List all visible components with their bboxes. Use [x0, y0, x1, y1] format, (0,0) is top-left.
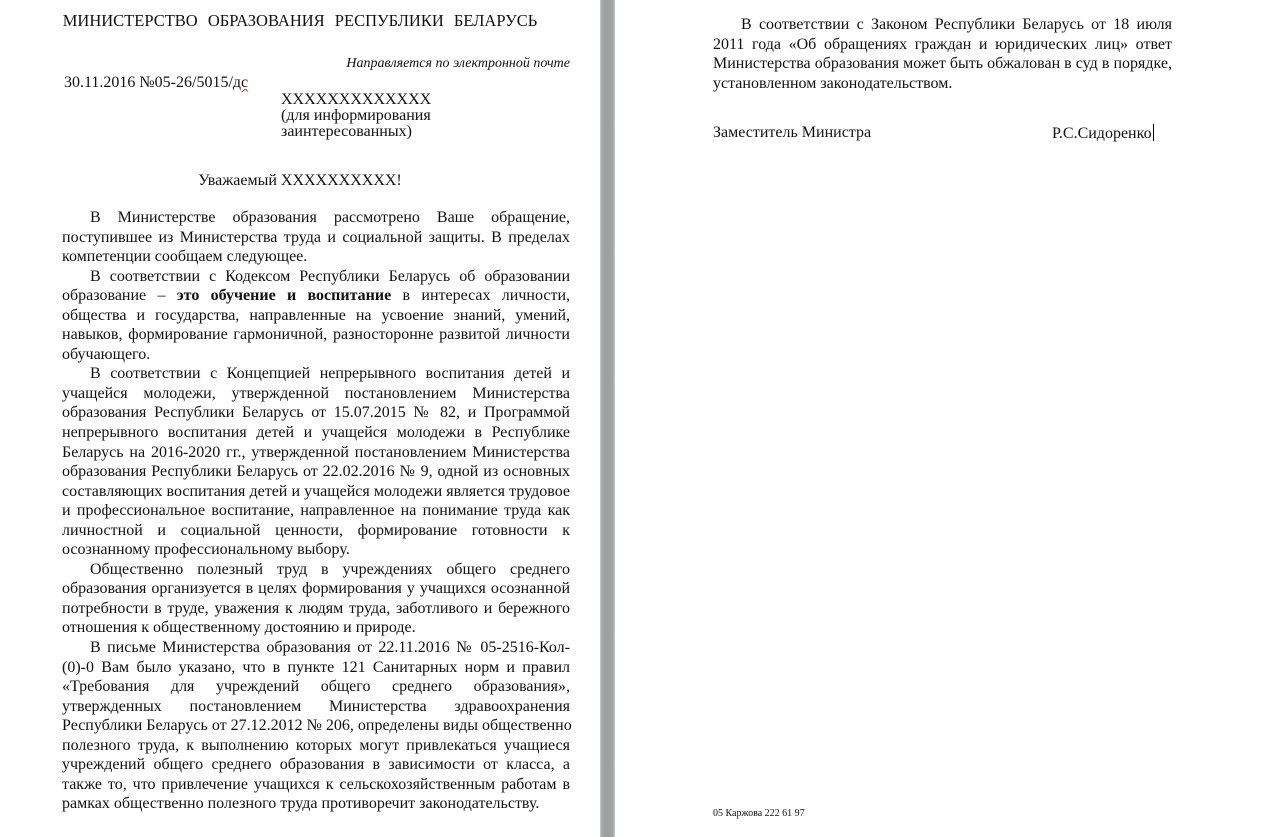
document-page-1[interactable] [0, 0, 600, 837]
paragraph-line: обучающего. [62, 345, 151, 363]
paragraph-line: В соответствии с Законом Республики Беларусь от 18 июля [741, 16, 1172, 33]
addressee-block [281, 92, 431, 140]
paragraph-line: (0)-0 Вам было указано, что в пункте 121 Санитарных норм и правил [62, 658, 570, 676]
paragraph-line: В соответствии с Кодексом Республики Беларусь об образовании [90, 267, 570, 285]
paragraph-line: образования Республики Беларусь от 22.02.2016 № 9, одной из основных [62, 463, 570, 481]
paragraph-line: составляющих воспитания детей и учащейся молодежи является трудовое [62, 482, 570, 500]
signature-name [1052, 124, 1154, 143]
addressee-note: заинтересованных) [281, 123, 412, 140]
paragraph-line: Беларусь на 2016-2020 гг., утвержденной постановлением Министерства [62, 443, 570, 461]
paragraph-line: поступившее из Министерства труда и социальной защиты. В пределах [62, 228, 570, 246]
date-ref-text: 30.11.2016 №05-26/5015/ [64, 74, 233, 91]
greeting: Уважаемый XXXXXXXXXX! [198, 172, 402, 189]
paragraph-line: утвержденных постановлением Министерства здравоохранения [62, 697, 570, 715]
paragraph-line: и профессиональное воспитание, направленное на понимание труда как [62, 502, 570, 520]
paragraph-line: компетенции сообщаем следующее. [62, 248, 308, 266]
letter-body [62, 208, 570, 814]
paragraph-line: рамках общественно полезного труда противоречит законодательству. [62, 795, 540, 813]
paragraph-line: Министерства образования может быть обжалован в суд в порядке, [713, 55, 1172, 73]
paragraph-line: Общественно полезный труд в учреждениях общего среднего [90, 560, 570, 578]
signature-title: Заместитель Министра [713, 124, 872, 141]
addressee-note: (для информирования [281, 107, 431, 124]
paragraph-line: В письме Министерства образования от 22.11.2016 № 05-2516-Кол- [90, 639, 570, 657]
paragraph-line: общества и государства, направленные на усвоение знаний, умений, [62, 306, 570, 324]
paragraph-line: «Требования для учреждений общего среднего образования», [62, 678, 570, 696]
paragraph-line: Республики Беларусь от 27.12.2012 № 206, определены виды общественно [62, 717, 572, 735]
paragraph-line: полезного труда, к выполнению которых могут привлекаться учащиеся [62, 736, 570, 754]
paragraph-line: В соответствии с Концепцией непрерывного воспитания детей и [90, 365, 570, 383]
letter-body-continued [713, 15, 1172, 93]
paragraph-line: учащейся молодежи, утвержденной постановлением Министерства [62, 384, 570, 402]
line-segment: в интересах личности, [391, 287, 571, 305]
paragraph-line: личностной и социальной ценности, формирование готовности к [62, 521, 570, 539]
executor-footer: 05 Каржова 222 61 97 [713, 808, 805, 819]
letterhead-title: МИНИСТЕРСТВО ОБРАЗОВАНИЯ РЕСПУБЛИКИ БЕЛАРУСЬ [62, 11, 538, 30]
line-segment: образование – [62, 287, 177, 305]
paragraph-line: В Министерстве образования рассмотрено Ваше обращение, [90, 209, 570, 226]
text-cursor [1153, 124, 1154, 141]
page-separator [600, 0, 615, 837]
bold-emphasis: это обучение и воспитание [176, 287, 392, 305]
paragraph-line: также то, что привлечение учащихся к сельскохозяйственным работам в [62, 775, 570, 793]
paragraph-line: образования Республики Беларусь от 15.07.2015 № 82, и Программой [62, 404, 570, 422]
signature-name-text: Р.С.Сидоренко [1052, 125, 1152, 142]
paragraph-line: отношения к общественному достоянию и природе. [62, 619, 416, 637]
paragraph-line [62, 286, 570, 306]
paragraph-line: образования организуется в целях формирования у учащихся осознанной [62, 580, 570, 598]
paragraph-line: осознанному профессиональному выбору. [62, 541, 350, 559]
paragraph-line: навыков, формирование гармоничной, разносторонне развитой личности [62, 326, 570, 344]
paragraph-line: потребности в труде, уважения к людям труда, заботливого и бережного [62, 599, 570, 617]
date-ref-suffix: дс [232, 74, 249, 91]
date-reference [64, 74, 248, 92]
paragraph-line: 2011 года «Об обращениях граждан и юридических лиц» ответ [713, 35, 1172, 53]
addressee-name: XXXXXXXXXXXXX [281, 91, 432, 108]
paragraph-line: установленном законодательством. [713, 74, 953, 92]
paragraph-line: учреждений общего среднего образования в зависимости от класса, а [62, 756, 570, 774]
document-page-2[interactable] [615, 0, 1280, 837]
delivery-note: Направляется по электронной почте [346, 56, 570, 71]
paragraph-line: непрерывного воспитания детей и учащейся молодежи в Республике [62, 424, 570, 442]
